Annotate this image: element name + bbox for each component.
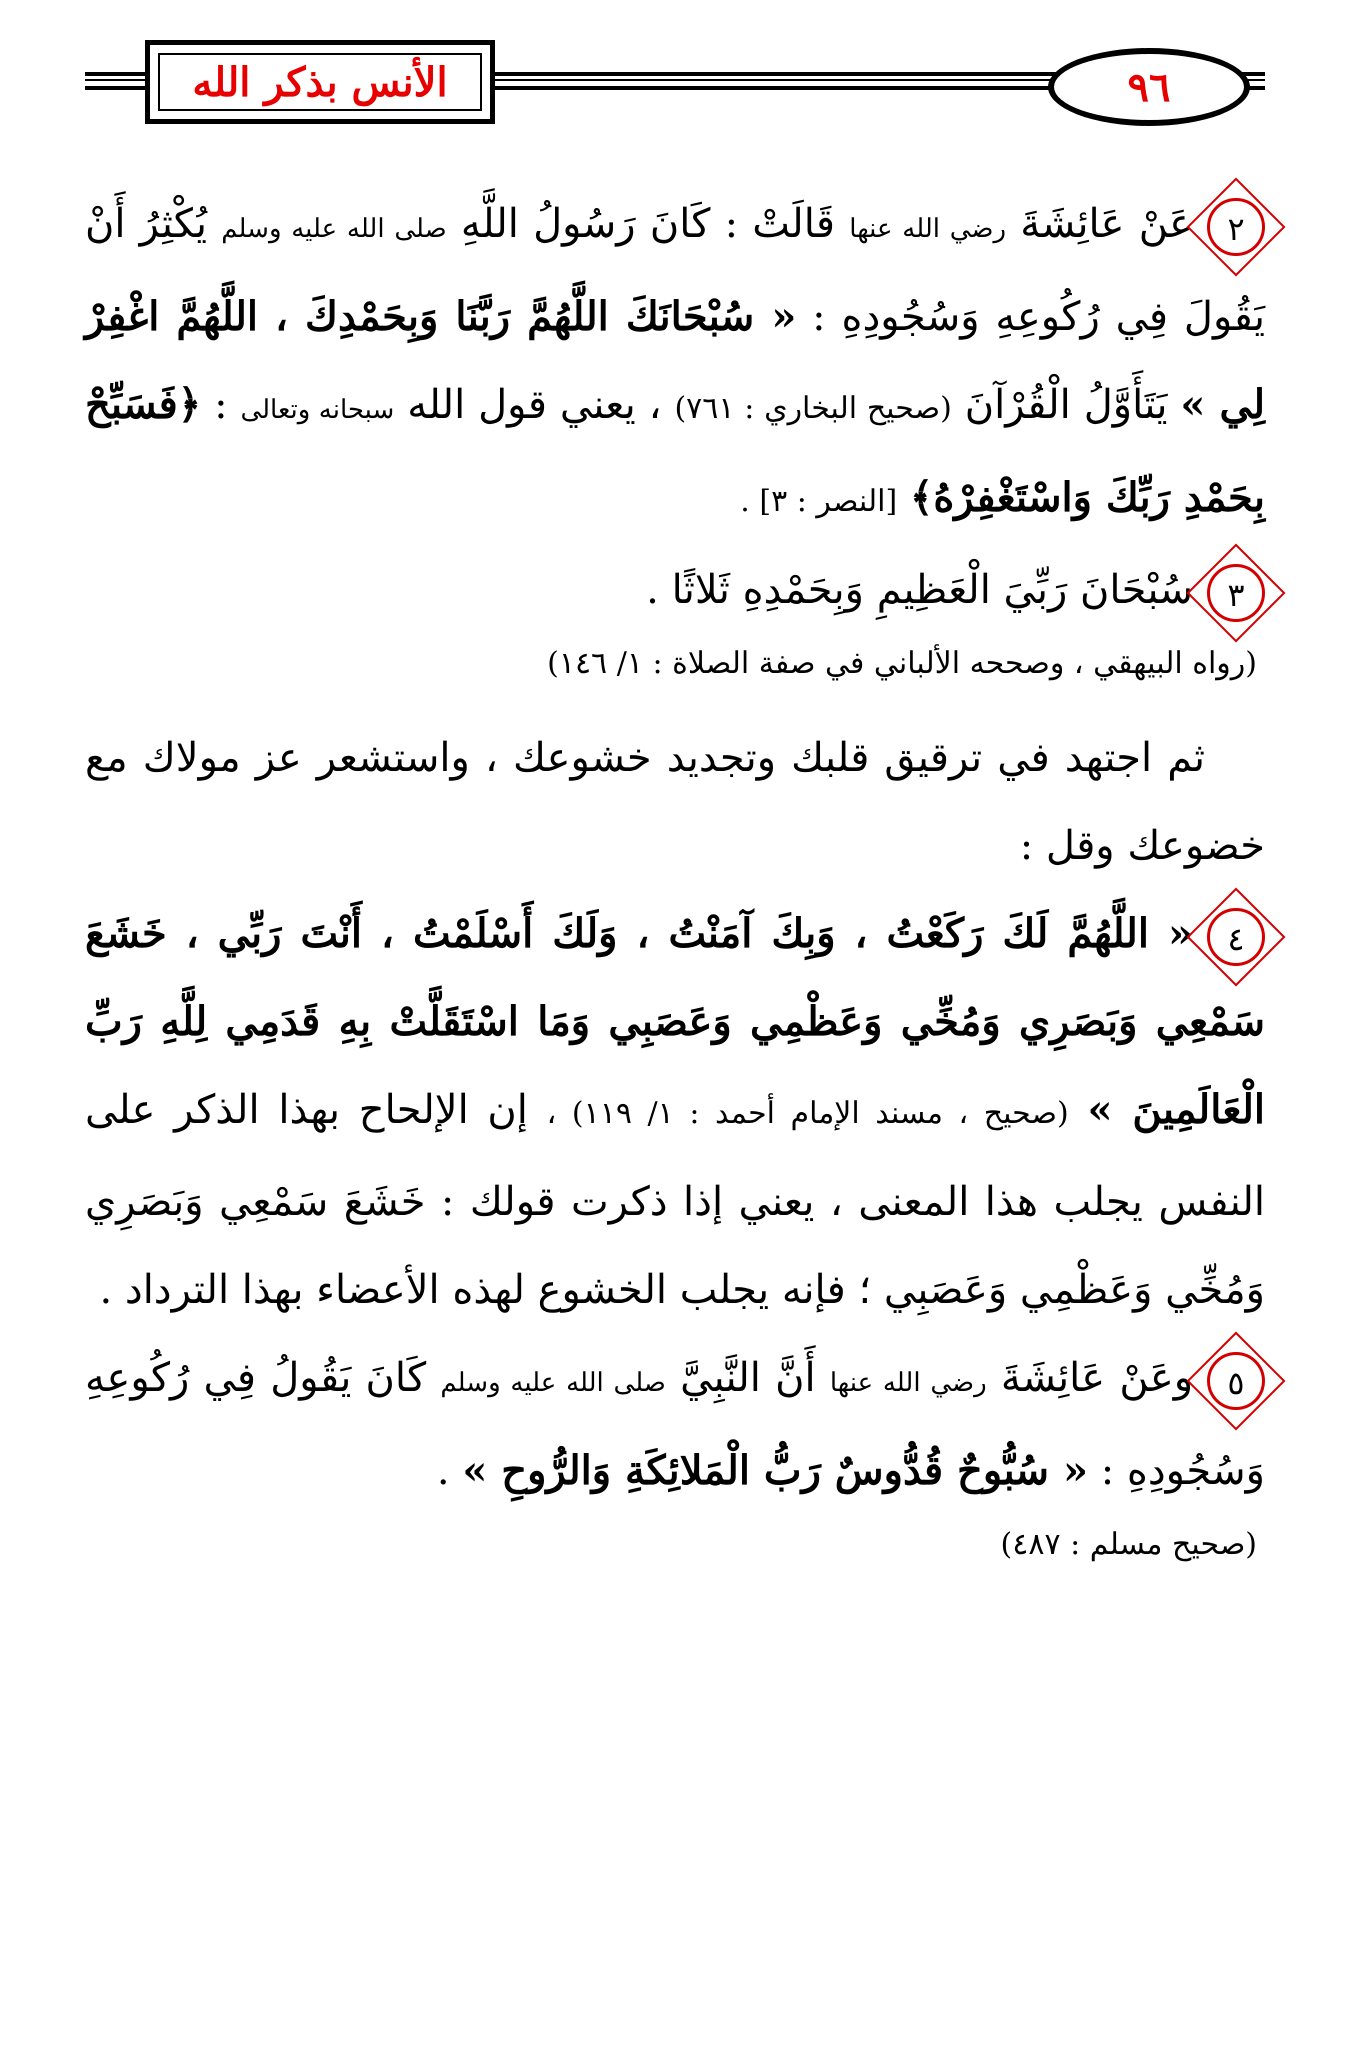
item-number-badge: ٢ <box>1207 198 1265 256</box>
hadith-reference: (صحيح البخاري : ٧٦١) <box>674 391 952 426</box>
book-title-frame <box>158 53 482 111</box>
item-text: يَتَأَوَّلُ الْقُرْآنَ <box>964 382 1168 428</box>
item-5 <box>85 1334 1265 1515</box>
page-header <box>0 0 1356 140</box>
page-content <box>85 180 1265 1575</box>
honorific-salla: صلى الله عليه وسلم <box>221 214 447 244</box>
dua-text: « سُبُّوحٌ قُدُّوسٌ رَبُّ الْمَلائِكَةِ وَالرُّوحِ » <box>462 1447 1088 1494</box>
honorific-radiallahu: رضي الله عنها <box>849 214 1007 244</box>
book-title: الأنس بذكر الله <box>192 58 448 106</box>
item-text: . <box>436 1448 450 1494</box>
item-text: سُبْحَانَ رَبِّيَ الْعَظِيمِ وَبِحَمْدِهِ ثَلاثًا . <box>646 567 1193 613</box>
item-4 <box>85 890 1265 1334</box>
honorific-salla: صلى الله عليه وسلم <box>440 1368 666 1398</box>
honorific-subhanahu: سبحانه وتعالى <box>240 395 395 425</box>
item-number-badge: ٣ <box>1207 564 1265 622</box>
quran-reference: [النصر : ٣] . <box>740 484 898 519</box>
dua-text: « اللَّهُمَّ لَكَ رَكَعْتُ ، وَبِكَ آمَنْتُ ، وَلَكَ أَسْلَمْتُ ، أَنْتَ رَبِّي ، خَشَعَ سَمْعِي وَبَصَرِي وَمُخِّي وَعَظْمِي وَعَصَبِي وَمَا اسْتَقَلَّتْ بِهِ قَدَمِي لِلَّهِ رَبِّ الْعَالَمِينَ » <box>85 910 1266 1133</box>
item-text: : <box>214 382 228 428</box>
item-text: يُكْثِرُ أَنْ يَقُولَ فِي رُكُوعِهِ وَسُجُودِهِ : <box>85 201 1265 340</box>
item-text: عَنْ عَائِشَةَ <box>1020 201 1194 247</box>
item-2 <box>85 180 1265 546</box>
item-3 <box>85 546 1265 634</box>
citation-bayhaqi: (رواه البيهقي ، وصححه الألباني في صفة الصلاة : ١/ ١٤٦) <box>547 646 1257 681</box>
page-number-oval <box>1048 48 1250 126</box>
item-text: إن الإلحاح بهذا الذكر على النفس يجلب هذا المعنى ، يعني إذا ذكرت قولك : خَشَعَ سَمْعِي وَبَصَرِي وَمُخِّي وَعَظْمِي وَعَصَبِي ؛ فإنه يجلب الخشوع لهذه الأعضاء بهذا الترداد . <box>85 1087 1265 1313</box>
item-number-badge: ٥ <box>1207 1352 1265 1410</box>
spacer <box>85 694 1265 714</box>
hadith-reference: (صحيح ، مسند الإمام أحمد : ١/ ١١٩) ، <box>546 1096 1069 1131</box>
item-text: كَانَ يَقُولُ فِي رُكُوعِهِ وَسُجُودِهِ : <box>85 1355 1265 1494</box>
citation-muslim: (صحيح مسلم : ٤٨٧) <box>1000 1527 1257 1562</box>
honorific-radiallahu: رضي الله عنها <box>829 1368 987 1398</box>
page-number: ٩٦ <box>1127 63 1171 111</box>
quran-verse: ﴿فَسَبِّحْ بِحَمْدِ رَبِّكَ وَاسْتَغْفِرْهُ﴾ <box>85 381 1265 521</box>
dua-text: « سُبْحَانَكَ اللَّهُمَّ رَبَّنَا وَبِحَمْدِكَ ، اللَّهُمَّ اغْفِرْ لِي » <box>85 293 1266 428</box>
item-text: أَنَّ النَّبِيَّ <box>680 1355 816 1401</box>
item-text: وعَنْ عَائِشَةَ <box>1000 1355 1194 1401</box>
paragraph-intro: ثم اجتهد في ترقيق قلبك وتجديد خشوعك ، واستشعر عز مولاك مع خضوعك وقل : <box>85 735 1265 869</box>
book-title-box <box>145 40 495 124</box>
item-number-badge: ٤ <box>1207 908 1265 966</box>
item-text: ، يعني قول الله <box>407 382 662 428</box>
item-text: قَالَتْ : كَانَ رَسُولُ اللَّهِ <box>460 201 836 247</box>
